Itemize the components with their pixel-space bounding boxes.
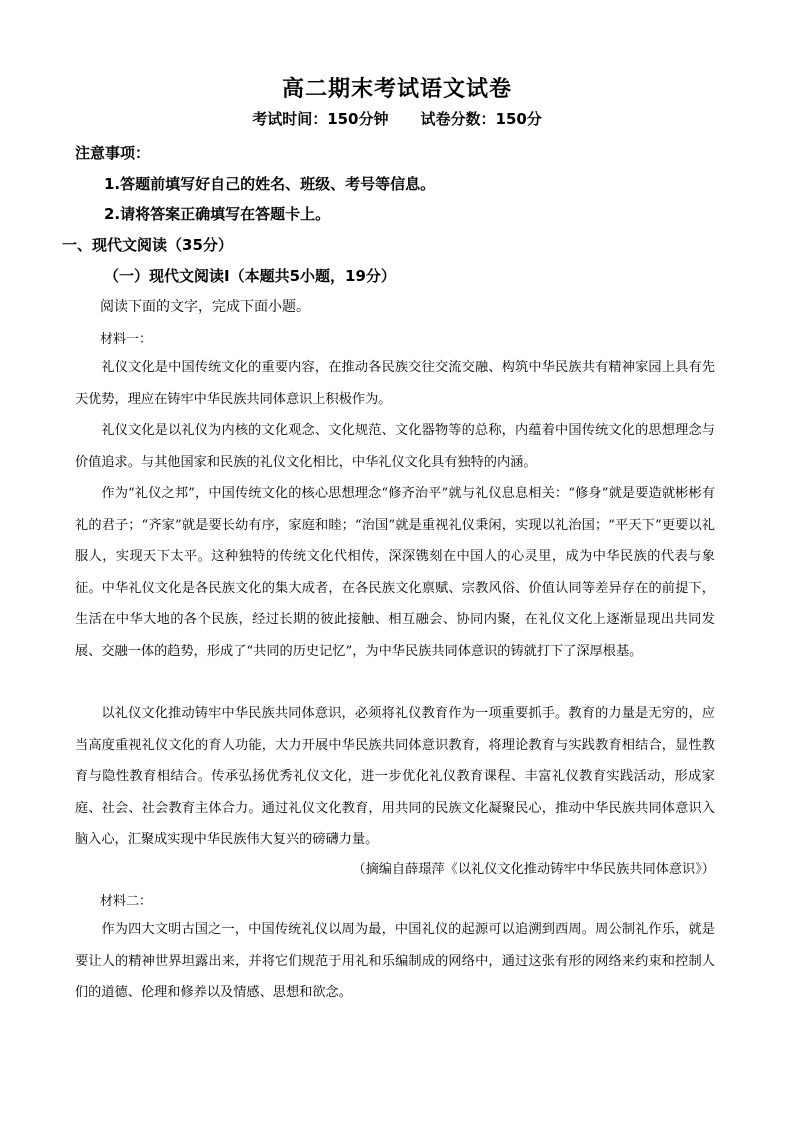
- notes-heading: 注意事项：: [75, 144, 151, 162]
- exam-score: 试卷分数：150分: [420, 110, 542, 128]
- material-2-paragraph: 作为四大文明古国之一，中国传统礼仪以周为最，中国礼仪的起源可以追溯到西周。周公制礼作乐，就是要让人的精神世界坦露出来，并将它们规范于用礼和乐编制成的网络中，通过这张有形的网络来约束和控制人们的道德、伦理和修养以及情感、思想和欲念。: [75, 922, 715, 1000]
- material-1-paragraph: 礼仪文化是以礼仪为内核的文化观念、文化规范、文化器物等的总称，内蕴着中国传统文化的思想理念与价值追求。与其他国家和民族的礼仪文化相比，中华礼仪文化具有独特的内涵。: [75, 423, 715, 470]
- section-heading: 一、现代文阅读（35分）: [62, 236, 233, 254]
- material-1-paragraph: 以礼仪文化推动铸牢中华民族共同体意识，必须将礼仪教育作为一项重要抓手。教育的力量是无穷的，应当高度重视礼仪文化的育人功能，大力开展中华民族共同体意识教育，将理论教育与实践教育相结合，显性教育与隐性教育相结合。传承弘扬优秀礼仪文化，进一步优化礼仪教育课程、丰富礼仪教育实践活动，形成家庭、社会、社会教育主体合力。通过礼仪文化教育，用共同的民族文化凝聚民心，推动中华民族共同体意识入脑入心，汇聚成实现中华民族伟大复兴的磅礴力量。: [75, 706, 715, 847]
- exam-time: 考试时间：150分钟: [252, 110, 389, 128]
- exam-info: [0, 108, 794, 129]
- material-1-paragraph: 礼仪文化是中国传统文化的重要内容，在推动各民族交往交流交融、构筑中华民族共有精神家园上具有先天优势，理应在铸牢中华民族共同体意识上积极作为。: [75, 360, 715, 407]
- subsection-heading: （一）现代文阅读Ⅰ（本题共5小题，19分）: [104, 267, 396, 285]
- material-1-label: 材料一：: [100, 332, 153, 347]
- reading-instruction: 阅读下面的文字，完成下面小题。: [100, 299, 310, 315]
- note-item-2: 2.请将答案正确填写在答题卡上。: [104, 205, 331, 223]
- exam-title: 高二期末考试语文试卷: [281, 76, 512, 102]
- material-1-paragraph: 作为“礼仪之邦”，中国传统文化的核心思想理念“修齐治平”就与礼仪息息相关：“修身”就是要造就彬彬有礼的君子；“齐家”就是要长幼有序，家庭和睦；“治国”就是重视礼仪秉闲，实现以礼治国；“平天下”更要以礼服人，实现天下太平。这种独特的传统文化代相传，深深镌刻在中国人的心灵里，成为中华民族的代表与象征。中华礼仪文化是各民族文化的集大成者，在各民族文化禀赋、宗教风俗、价值认同等差异存在的前提下，生活在中华大地的各个民族，经过长期的彼此接触、相互融会、协同内聚，在礼仪文化上逐渐显现出共同发展、交融一体的趋势，形成了“共同的历史记忆”，为中华民族共同体意识的铸就打下了深厚根基。: [75, 486, 715, 659]
- material-1-source: （摘编自薛璟萍《以礼仪文化推动铸牢中华民族共同体意识》）: [352, 862, 715, 877]
- material-2-label: 材料二：: [100, 894, 153, 909]
- note-item-1: 1.答题前填写好自己的姓名、班级、考号等信息。: [104, 175, 436, 193]
